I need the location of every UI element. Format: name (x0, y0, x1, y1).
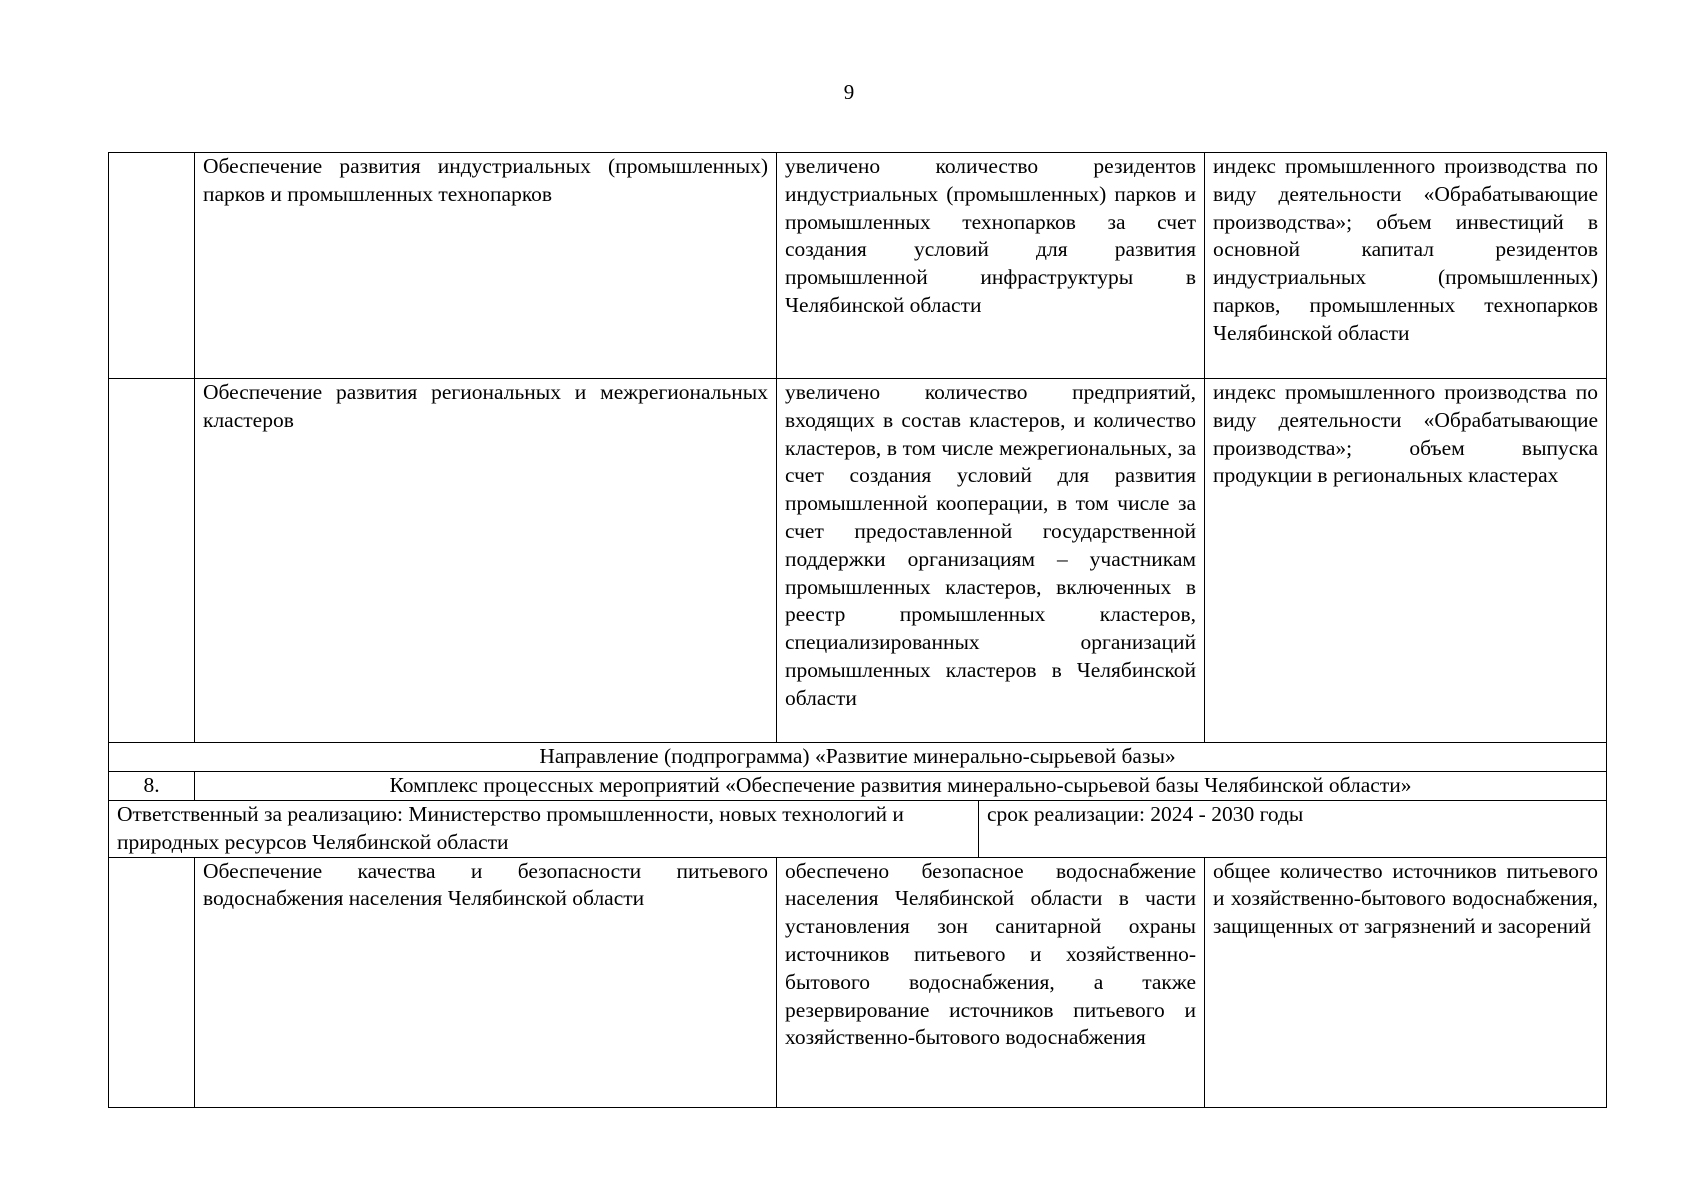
task-cell: Обеспечение развития региональных и межрегиональных кластеров (195, 379, 777, 743)
responsible-cell: Ответственный за реализацию: Министерство промышленности, новых технологий и природных ресурсов Челябинской области (109, 801, 979, 858)
complex-number: 8. (109, 772, 195, 801)
direction-row (109, 743, 1607, 772)
direction-header: Направление (подпрограмма) «Развитие минерально-сырьевой базы» (109, 743, 1607, 772)
indicator-cell: индекс промышленного производства по виду деятельности «Обрабатывающие производства»; объем инвестиций в основной капитал резидентов индустриальных (промышленных) парков, промышленных технопарков Челябинской области (1205, 153, 1607, 379)
measures-table (108, 152, 1607, 1108)
row-number-cell (109, 379, 195, 743)
effect-cell: обеспечено безопасное водоснабжение населения Челябинской области в части установления зон санитарной охраны источников питьевого и хозяйственно-бытового водоснабжения, а также резервирование источников питьевого и хозяйственно-бытового водоснабжения (777, 857, 1205, 1107)
row-number-cell (109, 857, 195, 1107)
complex-title: Комплекс процессных мероприятий «Обеспечение развития минерально-сырьевой базы Челябинской области» (195, 772, 1607, 801)
table-row (109, 153, 1607, 379)
term-cell: срок реализации: 2024 - 2030 годы (979, 801, 1607, 858)
task-cell: Обеспечение развития индустриальных (промышленных) парков и промышленных технопарков (195, 153, 777, 379)
indicator-cell: общее количество источников питьевого и хозяйственно-бытового водоснабжения, защищенных от загрязнений и засорений (1205, 857, 1607, 1107)
indicator-cell: индекс промышленного производства по виду деятельности «Обрабатывающие производства»; объем выпуска продукции в региональных кластерах (1205, 379, 1607, 743)
complex-row (109, 772, 1607, 801)
row-number-cell (109, 153, 195, 379)
task-cell: Обеспечение качества и безопасности питьевого водоснабжения населения Челябинской области (195, 857, 777, 1107)
table-row (109, 379, 1607, 743)
effect-cell: увеличено количество резидентов индустриальных (промышленных) парков и промышленных технопарков за счет создания условий для развития промышленной инфраструктуры в Челябинской области (777, 153, 1205, 379)
responsible-row (109, 801, 1607, 858)
page-number: 9 (843, 80, 855, 104)
table-row (109, 857, 1607, 1107)
effect-cell: увеличено количество предприятий, входящих в состав кластеров, и количество кластеров, в том числе межрегиональных, за счет создания условий для развития промышленной кооперации, в том числе за счет предоставленной государственной поддержки организациям – участникам промышленных кластеров, включенных в реестр промышленных кластеров, специализированных организаций промышленных кластеров в Челябинской области (777, 379, 1205, 743)
